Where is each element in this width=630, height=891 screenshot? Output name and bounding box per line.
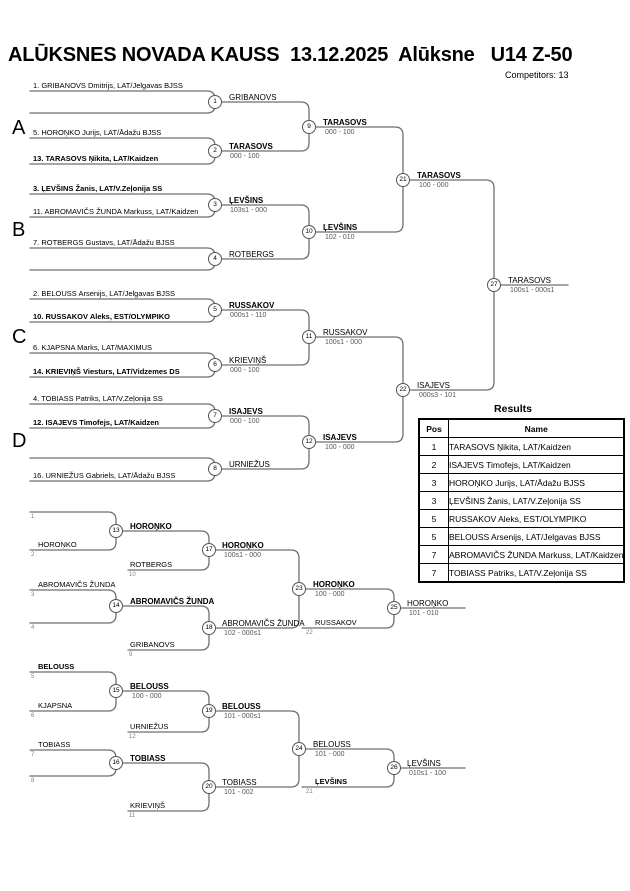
match-score: 000 - 100 — [230, 153, 260, 160]
match-winner: ĻEVŠINS — [323, 223, 358, 232]
match-node: 22 — [396, 383, 410, 397]
seed-entry: 16. URNIEŽUS Gabriels, LAT/Ādažu BJSS — [33, 471, 176, 480]
result-pos: 7 — [419, 546, 449, 564]
match-winner: KRIEVIŅŠ — [229, 356, 267, 365]
repechage-entry: URNIEŽUS — [130, 722, 169, 731]
match-winner: BELOUSS — [313, 740, 351, 749]
result-name: ISAJEVS Timofejs, LAT/Kaidzen — [449, 456, 625, 474]
table-row — [419, 546, 624, 564]
seed-entry: 12. ISAJEVS Timofejs, LAT/Kaidzen — [33, 418, 160, 427]
source-match-ref: 3 — [31, 592, 35, 598]
source-match-ref: 22 — [306, 630, 313, 636]
match-winner: TOBIASS — [222, 778, 257, 787]
match-score: 101 - 002 — [224, 789, 254, 796]
match-node: 25 — [387, 601, 401, 615]
match-score: 100s1 - 000 — [325, 339, 362, 346]
source-match-ref: 12 — [129, 734, 136, 740]
match-node: 3 — [208, 198, 222, 212]
match-score: 100 - 000 — [315, 591, 345, 598]
seed-entry: 4. TOBIASS Patriks, LAT/V.Zeļonija SS — [33, 394, 163, 403]
match-winner: ISAJEVS — [229, 407, 263, 416]
match-winner: TARASOVS — [229, 142, 273, 151]
match-score: 101 - 000s1 — [224, 713, 261, 720]
seed-entry: 1. GRIBANOVS Dmitrijs, LAT/Jelgavas BJSS — [33, 81, 183, 90]
result-pos: 3 — [419, 474, 449, 492]
match-node: 10 — [302, 225, 316, 239]
match-winner: ĻEVŠINS — [407, 759, 441, 768]
match-score: 010s1 - 100 — [409, 770, 446, 777]
match-score: 100 - 000 — [325, 444, 355, 451]
match-winner: BELOUSS — [222, 702, 261, 711]
source-match-ref: 8 — [31, 778, 35, 784]
match-winner: URNIEŽUS — [229, 460, 270, 469]
match-score: 102 - 000s1 — [224, 630, 261, 637]
table-row — [419, 492, 624, 510]
match-score: 100s1 - 000s1 — [510, 287, 555, 294]
match-winner: GRIBANOVS — [229, 93, 277, 102]
match-node: 19 — [202, 704, 216, 718]
match-winner: TARASOVS — [323, 118, 367, 127]
match-winner: RUSSAKOV — [229, 301, 275, 310]
match-score: 103s1 - 000 — [230, 207, 267, 214]
match-node: 9 — [302, 120, 316, 134]
seed-entry: 2. BELOUSS Arsenijs, LAT/Jelgavas BJSS — [33, 289, 176, 298]
seed-entry: 10. RUSSAKOV Aleks, EST/OLYMPIKO — [33, 312, 170, 321]
match-node: 1 — [208, 95, 222, 109]
match-winner: ABROMAVIČS ŽUNDA — [130, 597, 215, 606]
match-node: 4 — [208, 252, 222, 266]
match-winner: ISAJEVS — [417, 381, 450, 390]
match-node: 17 — [202, 543, 216, 557]
table-row — [419, 438, 624, 456]
result-name: TARASOVS Ņikita, LAT/Kaidzen — [449, 438, 625, 456]
result-pos: 3 — [419, 492, 449, 510]
source-match-ref: 7 — [31, 752, 35, 758]
repechage-entry: KJAPSNA — [38, 701, 73, 710]
match-score: 000 - 100 — [230, 367, 260, 374]
pos-header: Pos — [419, 419, 449, 438]
match-node: 20 — [202, 780, 216, 794]
match-score: 101 - 000 — [315, 751, 345, 758]
section-label-d: D — [12, 430, 27, 452]
table-row — [419, 510, 624, 528]
match-score: 100 - 000 — [132, 693, 162, 700]
result-pos: 1 — [419, 438, 449, 456]
match-winner: ROTBERGS — [229, 250, 274, 259]
result-name: ĻEVŠINS Žanis, LAT/V.Zeļonija SS — [449, 492, 625, 510]
match-winner: TARASOVS — [508, 276, 551, 285]
seed-entry: 3. ĻEVŠINS Žanis, LAT/V.Zeļonija SS — [33, 184, 163, 193]
match-node: 23 — [292, 582, 306, 596]
match-node: 13 — [109, 524, 123, 538]
seed-entry: 11. ABROMAVIČS ŽUNDA Markuss, LAT/Kaidzen — [33, 207, 199, 216]
seed-entry: 14. KRIEVIŅŠ Viesturs, LAT/Vidzemes DS — [33, 367, 180, 376]
repechage-entry: ROTBERGS — [130, 560, 173, 569]
seed-entry: 6. KJAPSNA Marks, LAT/MAXIMUS — [33, 343, 153, 352]
tournament-title: ALŪKSNES NOVADA KAUSS 13.12.2025 Alūksne U14 Z-50 — [8, 44, 573, 66]
result-pos: 2 — [419, 456, 449, 474]
result-name: HOROŅKO Jurijs, LAT/Ādažu BJSS — [449, 474, 625, 492]
repechage-entry: RUSSAKOV — [315, 618, 357, 627]
repechage-entry: BELOUSS — [38, 662, 75, 671]
match-node: 18 — [202, 621, 216, 635]
source-match-ref: 1 — [31, 514, 35, 520]
seed-entry: 5. HOROŅKO Jurijs, LAT/Ādažu BJSS — [33, 128, 162, 137]
match-winner: RUSSAKOV — [323, 328, 368, 337]
match-score: 101 - 010 — [409, 610, 439, 617]
result-pos: 7 — [419, 564, 449, 583]
competitors-count: Competitors: 13 — [505, 70, 569, 80]
results-table — [418, 418, 625, 583]
results-header-row — [419, 419, 624, 438]
match-node: 11 — [302, 330, 316, 344]
source-match-ref: 9 — [129, 652, 133, 658]
table-row — [419, 456, 624, 474]
result-pos: 5 — [419, 510, 449, 528]
match-node: 27 — [487, 278, 501, 292]
match-node: 16 — [109, 756, 123, 770]
source-match-ref: 4 — [31, 625, 35, 631]
match-winner: TARASOVS — [417, 171, 461, 180]
match-winner: ABROMAVIČS ŽUNDA — [222, 619, 305, 628]
source-match-ref: 10 — [129, 572, 136, 578]
source-match-ref: 5 — [31, 674, 35, 680]
result-name: ABROMAVIČS ŽUNDA Markuss, LAT/Kaidzen — [449, 546, 625, 564]
source-match-ref: 2 — [31, 552, 35, 558]
repechage-entry: GRIBANOVS — [130, 640, 175, 649]
match-score: 000 - 100 — [325, 129, 355, 136]
section-label-a: A — [12, 117, 26, 139]
section-label-c: C — [12, 326, 27, 348]
result-pos: 5 — [419, 528, 449, 546]
repechage-entry: KRIEVIŅŠ — [130, 801, 166, 810]
result-name: BELOUSS Arsenijs, LAT/Jelgavas BJSS — [449, 528, 625, 546]
repechage-entry: TOBIASS — [38, 740, 71, 749]
match-winner: ĻEVŠINS — [229, 196, 264, 205]
name-header: Name — [449, 419, 625, 438]
match-node: 15 — [109, 684, 123, 698]
source-match-ref: 21 — [306, 789, 313, 795]
match-node: 5 — [208, 303, 222, 317]
match-node: 2 — [208, 144, 222, 158]
match-score: 100 - 000 — [419, 182, 449, 189]
match-node: 12 — [302, 435, 316, 449]
match-score: 100s1 - 000 — [224, 552, 261, 559]
table-row — [419, 564, 624, 583]
repechage-entry: ĻEVŠINS — [315, 777, 348, 786]
match-winner: HOROŅKO — [222, 541, 264, 550]
match-node: 6 — [208, 358, 222, 372]
source-match-ref: 6 — [31, 713, 35, 719]
match-winner: BELOUSS — [130, 682, 169, 691]
match-score: 102 - 010 — [325, 234, 355, 241]
table-row — [419, 474, 624, 492]
match-node: 7 — [208, 409, 222, 423]
match-winner: TOBIASS — [130, 754, 166, 763]
match-node: 14 — [109, 599, 123, 613]
repechage-entry: HOROŅKO — [38, 540, 77, 549]
match-node: 8 — [208, 462, 222, 476]
seed-entry: 7. ROTBERGS Gustavs, LAT/Ādažu BJSS — [33, 238, 175, 247]
match-score: 000s1 - 110 — [230, 312, 267, 319]
match-node: 21 — [396, 173, 410, 187]
repechage-entry: ABROMAVIČS ŽUNDA — [38, 580, 116, 589]
match-winner: HOROŅKO — [407, 599, 449, 608]
table-row — [419, 528, 624, 546]
section-label-b: B — [12, 219, 26, 241]
match-winner: ISAJEVS — [323, 433, 357, 442]
result-name: TOBIASS Patriks, LAT/V.Zeļonija SS — [449, 564, 625, 583]
results-title: Results — [494, 403, 532, 415]
match-winner: HOROŅKO — [313, 580, 355, 589]
source-match-ref: 11 — [129, 813, 136, 819]
match-node: 26 — [387, 761, 401, 775]
result-name: RUSSAKOV Aleks, EST/OLYMPIKO — [449, 510, 625, 528]
match-node: 24 — [292, 742, 306, 756]
match-score: 000 - 100 — [230, 418, 260, 425]
match-winner: HOROŅKO — [130, 522, 172, 531]
match-score: 000s3 - 101 — [419, 392, 456, 399]
seed-entry: 13. TARASOVS Ņikita, LAT/Kaidzen — [33, 154, 159, 163]
